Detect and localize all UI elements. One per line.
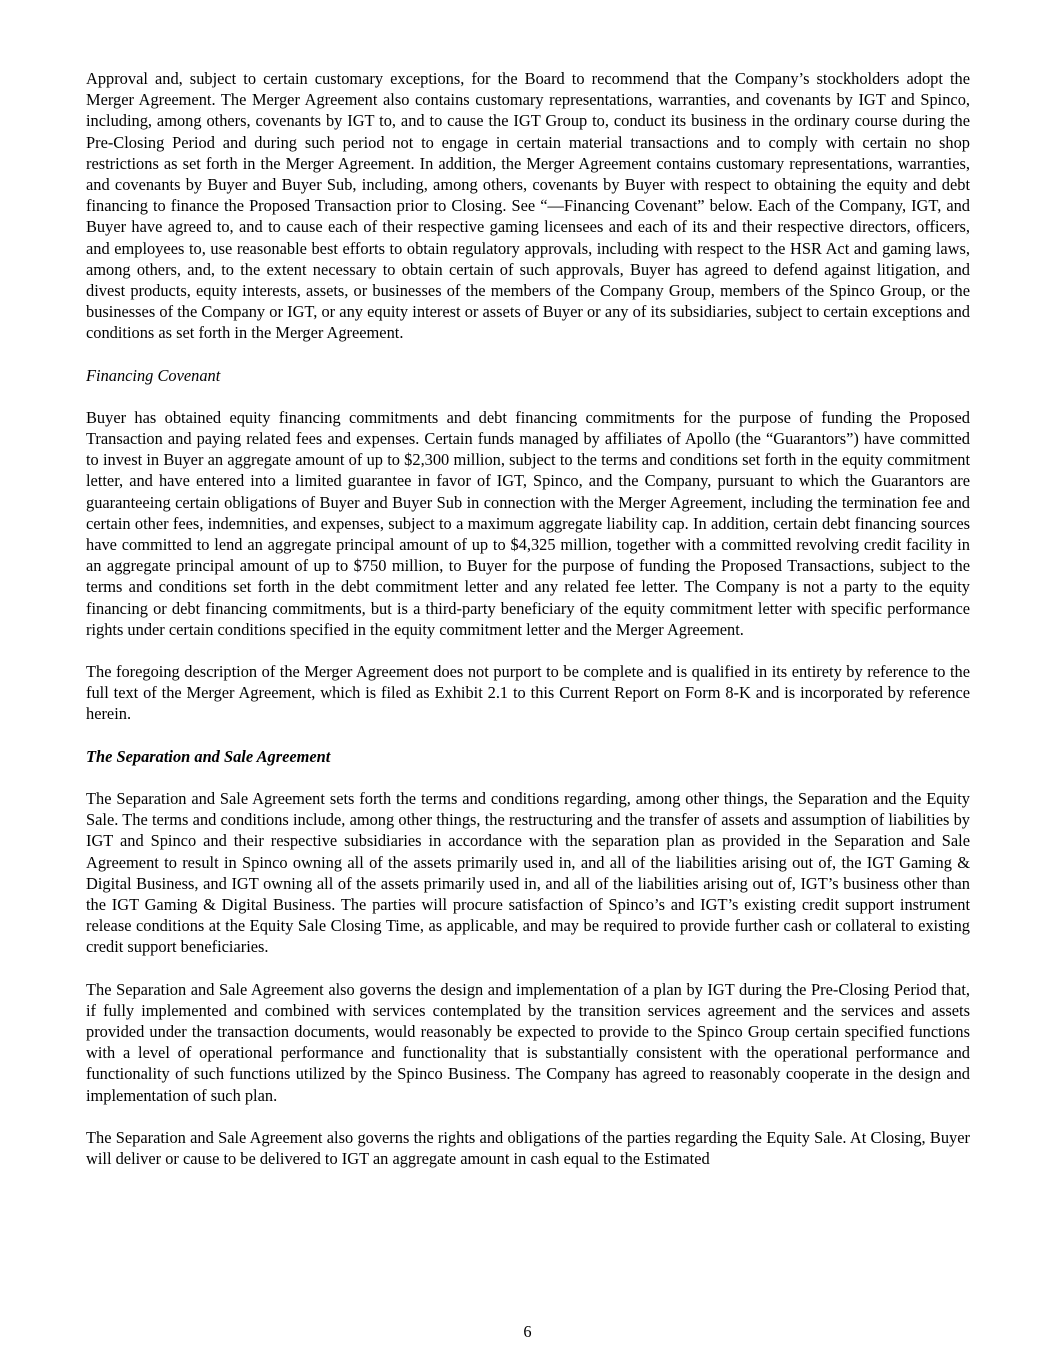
heading-financing-covenant: Financing Covenant bbox=[86, 365, 221, 385]
page-number: 6 bbox=[523, 1322, 532, 1341]
paragraph-separation-plan: The Separation and Sale Agreement also governs the design and implementation of a plan by IGT during the Pre-Closing Period that, if fully implemented and combined with services contemplated by the transition services agreement and the services and assets provided under the transaction documents, would reasonably be expected to provide to the Spinco Group certain specified functions with a level of operational performance and functionality that is substantially consistent with the operational performance and functionality of such functions utilized by the Spinco Business. The Company has agreed to reasonably cooperate in the design and implementation of such plan. bbox=[86, 979, 970, 1105]
paragraph-foregoing-description: The foregoing description of the Merger Agreement does not purport to be complete and is qualified in its entirety by reference to the full text of the Merger Agreement, which is filed as Exhibit 2.1 to this Current Report on Form 8-K and is incorporated by reference herein. bbox=[86, 662, 970, 724]
heading-separation-sale-agreement: The Separation and Sale Agreement bbox=[86, 746, 331, 766]
paragraph-merger-covenants: Approval and, subject to certain customary exceptions, for the Board to recommend that the Company’s stockholders adopt the Merger Agreement. The Merger Agreement also contains customary representations, warranties, and covenants by IGT and Spinco, including, among others, covenants by IGT to, and to cause the IGT Group to, conduct its business in the ordinary course during the Pre-Closing Period and during such period not to engage in certain material transactions and to comply with certain no shop restrictions as set forth in the Merger Agreement. In addition, the Merger Agreement contains customary representations, warranties, and covenants by Buyer and Buyer Sub, including, among others, covenants by Buyer with respect to obtaining the equity and debt financing to finance the Proposed Transaction prior to Closing. See “—Financing Covenant” below. Each of the Company, IGT, and Buyer have agreed to, and to cause each of their respective gaming licensees and each of its and their respective directors, officers, and employees to, use reasonable best efforts to obtain regulatory approvals, including with respect to the HSR Act and gaming laws, among others, and, to the extent necessary to obtain certain of such approvals, Buyer has agreed to defend against litigation, and divest products, equity interests, assets, or businesses of the members of the Company Group, members of the Spinco Group, or the businesses of the Company or IGT, or any equity interest or assets of Buyer or any of its subsidiaries, subject to certain exceptions and conditions as set forth in the Merger Agreement. bbox=[86, 69, 970, 343]
paragraph-financing: Buyer has obtained equity financing commitments and debt financing commitments for the purpose of funding the Proposed Transaction and paying related fees and expenses. Certain funds managed by affiliates of Apollo (the “Guarantors”) have committed to invest in Buyer an aggregate amount of up to $2,300 million, subject to the terms and conditions set forth in the equity commitment letter, and have entered into a limited guarantee in favor of IGT, Spinco, and the Company, pursuant to which the Guarantors are guaranteeing certain obligations of Buyer and Buyer Sub in connection with the Merger Agreement, including the termination fee and certain other fees, indemnities, and expenses, subject to a maximum aggregate liability cap. In addition, certain debt financing sources have committed to lend an aggregate principal amount of up to $4,325 million, together with a committed revolving credit facility in an aggregate principal amount of up to $750 million, to Buyer for the purpose of funding the Proposed Transactions, subject to the terms and conditions set forth in the debt commitment letter and any related fee letter. The Company is not a party to the equity financing or debt financing commitments, but is a third-party beneficiary of the equity commitment letter with specific performance rights under certain conditions specified in the equity commitment letter and the Merger Agreement. bbox=[86, 407, 970, 639]
document-body bbox=[86, 68, 970, 1190]
paragraph-separation-terms: The Separation and Sale Agreement sets forth the terms and conditions regarding, among other things, the Separation and the Equity Sale. The terms and conditions include, among other things, the restructuring and the transfer of assets and assumption of liabilities by IGT and Spinco and their respective subsidiaries in accordance with the separation plan as provided in the Separation and Sale Agreement to result in Spinco owning all of the assets primarily used in, and all of the liabilities arising out of, the IGT Gaming & Digital Business, and IGT owning all of the assets primarily used in, and all of the liabilities arising out of, IGT’s business other than the IGT Gaming & Digital Business. The parties will procure satisfaction of Spinco’s and IGT’s existing credit support instrument release conditions at the Equity Sale Closing Time, as applicable, and may be required to provide further cash or collateral to existing credit support beneficiaries. bbox=[86, 788, 970, 957]
paragraph-equity-sale: The Separation and Sale Agreement also governs the rights and obligations of the parties regarding the Equity Sale. At Closing, Buyer will deliver or cause to be delivered to IGT an aggregate amount in cash equal to the Estimated bbox=[86, 1127, 970, 1168]
